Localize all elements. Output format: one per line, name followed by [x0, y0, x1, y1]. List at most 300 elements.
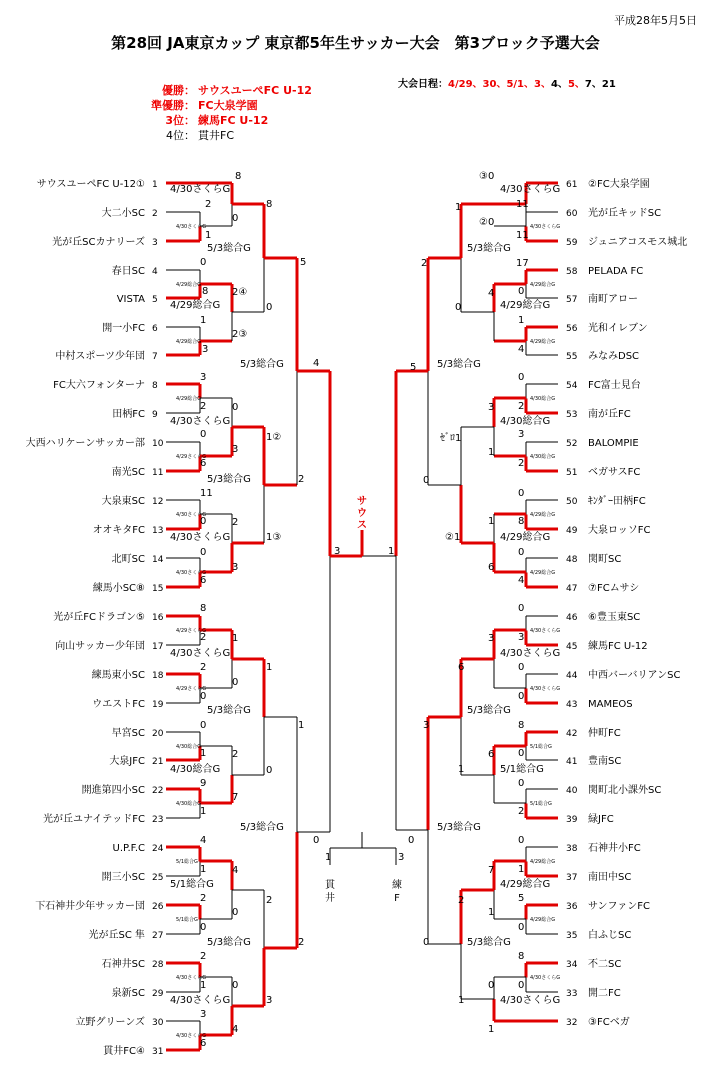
team-name: 開三小SC: [101, 872, 145, 883]
result-1st-team: サウスユーぺFC U-12: [198, 84, 312, 97]
venue-label: 4/29総合G: [500, 879, 551, 890]
page-title: 第28回 JA東京カップ 東京都5年生サッカー大会 第3ブロック予選大会: [111, 34, 600, 52]
score: 1: [232, 633, 239, 644]
score: 4: [518, 575, 525, 586]
team-name: 練馬東小SC: [91, 670, 145, 681]
score: 0: [200, 720, 207, 731]
score: 0: [200, 691, 207, 702]
venue-label-small: 4/29総合G: [176, 396, 202, 402]
venue-label-small: 4/29総合G: [530, 512, 556, 518]
venue-label-small: 4/30さくらG: [176, 224, 207, 230]
score: 0: [518, 488, 525, 499]
venue-label: 5/3総合G: [467, 705, 511, 716]
venue-label-small: 5/1総合G: [530, 801, 552, 807]
score: 17: [516, 258, 529, 269]
score: 7: [488, 865, 495, 876]
score: 3: [488, 633, 495, 644]
team-number: 27: [152, 931, 164, 941]
score: 3: [518, 632, 525, 643]
team-name: サウスユーペFC U-12①: [36, 179, 145, 190]
team-name: 春日SC: [111, 266, 145, 277]
team-number: 33: [566, 989, 578, 999]
score: 0: [423, 937, 430, 948]
team-name: オオキタFC: [92, 525, 145, 536]
team-name: 中村スポーツ少年団: [55, 351, 145, 362]
team-name: ｷﾝﾀﾞｰ田柄FC: [588, 496, 646, 507]
score: 0: [455, 302, 462, 313]
score: ｾﾞﾛ1: [440, 433, 462, 444]
date-text: 平成28年5月5日: [614, 14, 697, 27]
team-number: 6: [152, 324, 158, 334]
venue-label: 5/3総合G: [467, 937, 511, 948]
team-name: 光和イレブン: [588, 323, 648, 334]
team-name: 大泉ロッソFC: [588, 525, 651, 536]
score: 0: [518, 778, 525, 789]
score: 0: [200, 547, 207, 558]
team-name: FC富士見台: [588, 380, 641, 391]
team-name: ジュニアコスモス城北: [588, 237, 688, 248]
venue-label: 4/30さくらG: [500, 648, 561, 659]
venue-label-small: 4/29総合G: [530, 282, 556, 288]
team-number: 19: [152, 700, 164, 710]
team-number: 10: [152, 439, 164, 449]
team-number: 13: [152, 526, 164, 536]
winner-label: ウ: [357, 508, 367, 519]
team-number: 60: [566, 209, 578, 219]
team-name: 貫井FC④: [103, 1046, 145, 1057]
team-number: 48: [566, 555, 578, 565]
score: 1: [488, 1024, 495, 1035]
score: 1: [200, 980, 207, 991]
team-number: 14: [152, 555, 164, 565]
venue-label-small: 4/30さくらG: [530, 628, 561, 634]
venue-label: 5/3総合G: [207, 705, 251, 716]
team-name: 向山サッカー少年団: [55, 641, 145, 652]
team-number: 32: [566, 1018, 578, 1028]
venue-label: 5/1総合G: [170, 879, 214, 890]
score: 3: [334, 546, 341, 557]
team-name: FC大六フォンターナ: [53, 380, 145, 391]
schedule-label: 大会日程：: [398, 79, 448, 90]
team-name: 光が丘SC 隼: [88, 930, 145, 941]
venue-label-small: 4/30さくらG: [176, 1033, 207, 1039]
third-place-label: 貫: [325, 880, 335, 891]
team-number: 57: [566, 295, 578, 305]
team-number: 37: [566, 873, 578, 883]
score: 2: [200, 951, 207, 962]
score: 1: [518, 864, 525, 875]
score: 6: [488, 562, 495, 573]
score: 8: [235, 171, 242, 182]
score: 8: [518, 951, 525, 962]
venue-label-small: 5/1総合G: [530, 744, 552, 750]
team-name: 光が丘SCカナリーズ: [52, 237, 145, 248]
score: 1: [200, 806, 207, 817]
venue-label-small: 4/30さくらG: [530, 686, 561, 692]
team-number: 36: [566, 902, 578, 912]
venue-label: 5/3総合G: [207, 937, 251, 948]
venue-label-small: 4/30総合G: [530, 454, 556, 460]
score: 6: [200, 458, 207, 469]
score: 1: [455, 202, 462, 213]
score: 0: [200, 257, 207, 268]
score: 0: [518, 603, 525, 614]
score: 1②: [266, 432, 282, 443]
venue-label: 4/29総合G: [170, 300, 221, 311]
score: 3: [200, 1009, 207, 1020]
team-number: 15: [152, 584, 164, 594]
result-1st: 優勝：: [162, 84, 195, 97]
team-name: VISTA: [116, 294, 145, 305]
result-3rd: 3位：: [165, 114, 195, 127]
team-number: 43: [566, 700, 578, 710]
score: 11: [516, 199, 529, 210]
score: 5: [410, 362, 417, 373]
venue-label-small: 4/30さくらG: [530, 975, 561, 981]
score: 4: [232, 1024, 239, 1035]
team-name: 開進第四小SC: [81, 785, 145, 796]
score: 1: [200, 315, 207, 326]
score: 3: [232, 444, 239, 455]
team-number: 2: [152, 209, 158, 219]
score: 2: [518, 458, 525, 469]
venue-label: 4/30さくらG: [170, 532, 231, 543]
team-name: 立野グリーンズ: [75, 1017, 145, 1028]
score: 0: [518, 372, 525, 383]
venue-label-small: 4/29総合G: [530, 859, 556, 865]
team-number: 17: [152, 642, 164, 652]
score: 2: [232, 749, 239, 760]
venue-label-small: 4/30さくらG: [176, 975, 207, 981]
score: 1: [388, 546, 395, 557]
team-name: 南田中SC: [588, 872, 632, 883]
venue-label: 5/3総合G: [467, 243, 511, 254]
schedule-dates-red: 4/29、30、5/1、3、: [448, 79, 551, 90]
score: 0: [518, 748, 525, 759]
third-place-label: F: [394, 893, 400, 904]
team-number: 29: [152, 989, 164, 999]
score: 2: [205, 199, 212, 210]
score: 5: [300, 257, 307, 268]
score: 1: [205, 230, 212, 241]
score: 8: [518, 720, 525, 731]
score: 2: [421, 258, 428, 269]
score: 0: [423, 475, 430, 486]
score: 3: [518, 429, 525, 440]
team-number: 54: [566, 381, 578, 391]
venue-label-small: 4/30総合G: [176, 744, 202, 750]
team-number: 4: [152, 267, 158, 277]
score: 6: [200, 575, 207, 586]
score: 2: [266, 895, 273, 906]
score: 1: [200, 864, 207, 875]
team-name: 泉新SC: [111, 988, 145, 999]
venue-label-small: 4/30さくらG: [530, 224, 561, 230]
result-4th: 4位：: [166, 129, 195, 142]
venue-label-small: 4/30総合G: [530, 396, 556, 402]
score: 7: [232, 792, 239, 803]
score: 0: [518, 547, 525, 558]
score: 2: [298, 474, 305, 485]
venue-label-small: 4/30さくらG: [176, 512, 207, 518]
result-3rd-team: 練馬FC U-12: [198, 114, 269, 127]
team-number: 52: [566, 439, 578, 449]
score: 2: [200, 401, 207, 412]
team-number: 50: [566, 497, 578, 507]
team-name: 関町SC: [588, 554, 622, 565]
score: ③0: [479, 171, 495, 182]
team-number: 59: [566, 238, 578, 248]
team-name: ③FCベガ: [588, 1017, 630, 1028]
score: 4: [200, 835, 207, 846]
score: ②0: [479, 217, 495, 228]
score: 1③: [266, 532, 282, 543]
team-number: 61: [566, 180, 578, 190]
score: 0: [408, 835, 415, 846]
team-number: 7: [152, 352, 158, 362]
team-name: ②FC大泉学園: [588, 179, 650, 190]
team-name: 石神井小FC: [588, 843, 641, 854]
result-2nd-team: FC大泉学園: [198, 99, 258, 112]
score: 3: [398, 852, 405, 863]
score: 3: [232, 562, 239, 573]
team-name: 関町北小課外SC: [588, 785, 662, 796]
venue-label: 5/3総合G: [437, 359, 481, 370]
score: 5: [518, 893, 525, 904]
team-name: 不二SC: [588, 959, 622, 970]
team-name: ベガサスFC: [588, 467, 641, 478]
team-number: 40: [566, 786, 578, 796]
team-number: 34: [566, 960, 578, 970]
team-name: 白ふじSC: [588, 930, 632, 941]
team-number: 20: [152, 729, 164, 739]
team-number: 12: [152, 497, 164, 507]
score: 0: [200, 922, 207, 933]
score: 8: [266, 199, 273, 210]
team-name: 大西ハリケーンサッカー部: [25, 438, 145, 449]
score: 0: [232, 677, 239, 688]
team-number: 11: [152, 468, 164, 478]
score: 3: [423, 720, 430, 731]
score: 2: [232, 517, 239, 528]
team-name: 緑JFC: [588, 814, 614, 825]
team-number: 28: [152, 960, 164, 970]
score: 1: [325, 852, 332, 863]
score: 2③: [232, 329, 248, 340]
score: ②1: [445, 532, 461, 543]
team-number: 44: [566, 671, 578, 681]
venue-label: 4/29総合G: [500, 300, 551, 311]
venue-label: 5/3総合G: [437, 822, 481, 833]
schedule-dates-red-2: 5、: [567, 79, 585, 90]
score: 2: [458, 895, 465, 906]
score: 0: [232, 980, 239, 991]
venue-label-small: 4/29総合G: [530, 570, 556, 576]
schedule-dates-black-2: 7、21: [584, 79, 616, 90]
score: 0: [518, 922, 525, 933]
team-number: 22: [152, 786, 164, 796]
score: 11: [516, 230, 529, 241]
team-name: 光が丘ユナイテッドFC: [42, 814, 145, 825]
score: 2: [298, 937, 305, 948]
score: 1: [488, 907, 495, 918]
score: 0: [200, 429, 207, 440]
team-name: 南が丘FC: [588, 409, 631, 420]
team-number: 25: [152, 873, 164, 883]
team-number: 46: [566, 613, 578, 623]
venue-label: 4/30総合G: [500, 416, 551, 427]
venue-label: 5/3総合G: [207, 243, 251, 254]
score: 0: [200, 516, 207, 527]
team-name: ⑦FCムサシ: [588, 583, 640, 594]
team-number: 51: [566, 468, 578, 478]
team-number: 1: [152, 180, 158, 190]
team-number: 58: [566, 267, 578, 277]
venue-label-small: 4/29総合G: [530, 917, 556, 923]
venue-label: 5/3総合G: [240, 359, 284, 370]
team-name: U.P.F.C: [112, 843, 145, 854]
score: 6: [488, 749, 495, 760]
team-number: 56: [566, 324, 578, 334]
score: 6: [200, 1038, 207, 1049]
venue-label: 4/30総合G: [170, 764, 221, 775]
score: 1: [298, 720, 305, 731]
venue-label: 5/1総合G: [500, 764, 544, 775]
venue-label-small: 4/29総合G: [176, 282, 202, 288]
team-number: 23: [152, 815, 164, 825]
third-place-label: 井: [325, 893, 335, 904]
team-name: 仲町FC: [588, 728, 621, 739]
team-number: 18: [152, 671, 164, 681]
team-name: 下石神井少年サッカー団: [35, 901, 145, 912]
score: 0: [232, 907, 239, 918]
score: 3: [200, 372, 207, 383]
venue-label: 4/30さくらG: [170, 648, 231, 659]
score: 0: [232, 213, 239, 224]
team-number: 39: [566, 815, 578, 825]
venue-label: 4/30さくらG: [500, 995, 561, 1006]
score: 0: [266, 302, 273, 313]
schedule-dates-black: 4、: [550, 79, 568, 90]
score: 2: [200, 662, 207, 673]
team-number: 26: [152, 902, 164, 912]
score: 8: [200, 603, 207, 614]
score: 2: [200, 632, 207, 643]
team-name: 開一小FC: [102, 323, 145, 334]
winner-label: サ: [357, 496, 367, 507]
score: 1: [458, 995, 465, 1006]
venue-label-small: 4/29総合G: [176, 339, 202, 345]
score: 4: [518, 344, 525, 355]
team-number: 8: [152, 381, 158, 391]
score: 2④: [232, 287, 248, 298]
team-name: 開二FC: [588, 988, 621, 999]
score: 6: [458, 662, 465, 673]
score: 1: [488, 447, 495, 458]
team-name: 大泉JFC: [109, 756, 145, 767]
team-name: 大二小SC: [101, 208, 145, 219]
venue-label: 4/29総合G: [500, 532, 551, 543]
score: 0: [518, 691, 525, 702]
third-place-label: 練: [392, 880, 402, 891]
team-name: 大泉東SC: [101, 496, 145, 507]
score: 4: [313, 358, 320, 369]
venue-label: 5/3総合G: [240, 822, 284, 833]
score: 1: [200, 748, 207, 759]
team-name: BALOMPIE: [588, 438, 639, 449]
team-name: 南光SC: [111, 467, 145, 478]
venue-label: 5/3総合G: [207, 474, 251, 485]
venue-label-small: 4/29さくらG: [176, 454, 207, 460]
score: 3: [202, 344, 209, 355]
team-name: 北町SC: [111, 554, 145, 565]
venue-label: 4/30さくらG: [170, 995, 231, 1006]
team-number: 3: [152, 238, 158, 248]
team-name: 石神井SC: [101, 959, 145, 970]
score: 1: [518, 315, 525, 326]
score: 1: [266, 662, 273, 673]
team-name: PELADA FC: [588, 266, 644, 277]
team-name: 光が丘FCドラゴン⑤: [53, 612, 145, 623]
team-number: 16: [152, 613, 164, 623]
team-name: 早宮SC: [111, 728, 145, 739]
score: 0: [518, 835, 525, 846]
team-name: 豊南SC: [588, 756, 622, 767]
team-name: 中西バーバリアンSC: [588, 670, 681, 681]
team-name: ⑥豊玉東SC: [588, 612, 641, 623]
score: 0: [518, 286, 525, 297]
score: 8: [202, 286, 209, 297]
winner-label: ス: [357, 520, 367, 531]
team-number: 53: [566, 410, 578, 420]
venue-label: 4/30さくらG: [170, 416, 231, 427]
score: 3: [266, 995, 273, 1006]
result-4th-team: 貫井FC: [198, 129, 235, 142]
team-name: 田柄FC: [112, 409, 145, 420]
venue-label: 4/30さくらG: [170, 184, 231, 195]
venue-label-small: 4/30さくらG: [176, 570, 207, 576]
score: 0: [518, 662, 525, 673]
team-number: 47: [566, 584, 578, 594]
score: 0: [232, 402, 239, 413]
score: 1: [488, 516, 495, 527]
score: 2: [200, 893, 207, 904]
score: 11: [200, 488, 213, 499]
score: 4: [488, 288, 495, 299]
score: 0: [518, 980, 525, 991]
score: 1: [458, 764, 465, 775]
team-number: 21: [152, 757, 164, 767]
team-number: 55: [566, 352, 578, 362]
team-number: 9: [152, 410, 158, 420]
team-number: 5: [152, 295, 158, 305]
team-number: 49: [566, 526, 578, 536]
score: 9: [200, 778, 207, 789]
venue-label-small: 4/30総合G: [176, 801, 202, 807]
score: 0: [313, 835, 320, 846]
score: 2: [518, 806, 525, 817]
venue-label-small: 4/29さくらG: [176, 628, 207, 634]
venue-label-small: 5/1総合G: [176, 917, 198, 923]
team-name: みなみDSC: [588, 351, 640, 362]
team-number: 31: [152, 1047, 164, 1057]
team-number: 41: [566, 757, 578, 767]
score: 3: [488, 402, 495, 413]
team-number: 45: [566, 642, 578, 652]
venue-label-small: 4/29さくらG: [176, 686, 207, 692]
team-number: 30: [152, 1018, 164, 1028]
team-number: 42: [566, 729, 578, 739]
